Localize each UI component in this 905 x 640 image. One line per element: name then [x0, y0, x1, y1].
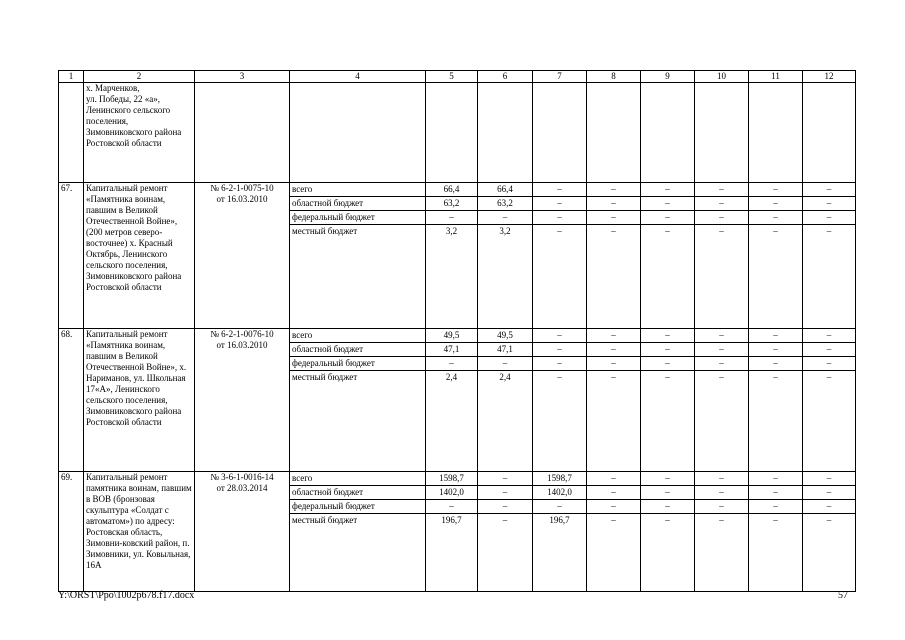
amount-cell: [749, 329, 803, 472]
amount-value: –: [719, 372, 724, 382]
funding-source-label: федеральный бюджет: [290, 357, 425, 371]
amount-value: 2,4: [445, 372, 458, 382]
amount-value: –: [641, 500, 694, 514]
funding-source-label: областной бюджет: [290, 197, 425, 211]
amount-value: –: [803, 357, 855, 371]
amount-value: –: [749, 472, 802, 486]
amount-value: 1402,0: [533, 486, 586, 500]
amount-value: –: [695, 343, 748, 357]
funding-sources: [290, 329, 426, 472]
amount-value: 49,5: [478, 329, 532, 343]
amount-value: –: [641, 211, 694, 225]
amount-value: –: [533, 211, 586, 225]
amount-value: –: [749, 357, 802, 371]
amount-value: –: [587, 357, 640, 371]
expertise-doc: № 3-6-1-0016-14 от 28.03.2014: [195, 472, 290, 592]
amount-value: –: [587, 343, 640, 357]
amount-value: –: [533, 343, 586, 357]
amount-cell: [803, 472, 856, 592]
empty-cell: [478, 83, 533, 183]
table-row: [59, 183, 856, 329]
amount-cell: [533, 472, 587, 592]
amount-value: –: [587, 472, 640, 486]
object-name: Капитальный ремонт «Памятника воинам, павшим в Великой Отечественной Войне», (200 метров северо-восточнее) х. Красный Октябрь, Ленинского сельского поселения, Зимовниковского района Ростовской области: [84, 183, 195, 329]
amount-value: –: [641, 329, 694, 343]
amount-value: –: [803, 211, 855, 225]
amount-value: –: [478, 500, 532, 514]
header-cell: 11: [749, 71, 803, 83]
funding-source-label: всего: [290, 183, 425, 197]
funding-source-label: областной бюджет: [290, 486, 425, 500]
funding-sources: [290, 472, 426, 592]
amount-cell: [749, 472, 803, 592]
amount-value: –: [749, 343, 802, 357]
amount-cell: [426, 329, 478, 472]
amount-value: –: [533, 183, 586, 197]
funding-source-label: местный бюджет: [292, 372, 358, 382]
amount-value: –: [826, 372, 832, 382]
amount-value: 49,5: [426, 329, 477, 343]
page-number: 57: [838, 590, 848, 601]
amount-value: –: [641, 343, 694, 357]
amount-value: –: [587, 197, 640, 211]
amount-value: –: [665, 226, 670, 236]
amount-value: –: [749, 486, 802, 500]
object-name: Капитальный ремонт памятника воинам, павшим в ВОВ (бронзовая скульптура «Солдат с автоматом») по адресу: Ростовская область, Зимовни-ковский район, п. Зимовники, ул. Ковыльная, 16А: [84, 472, 195, 592]
empty-cell: [749, 83, 803, 183]
amount-value: 1402,0: [426, 486, 477, 500]
amount-value: –: [773, 515, 778, 525]
amount-cell: [587, 472, 641, 592]
funding-source-label: местный бюджет: [292, 515, 358, 525]
amount-value: –: [773, 226, 778, 236]
amount-cell: [478, 183, 533, 329]
amount-value: –: [587, 329, 640, 343]
budget-table: [58, 70, 856, 592]
amount-value: –: [695, 472, 748, 486]
amount-value: –: [478, 357, 532, 371]
header-cell: 12: [803, 71, 856, 83]
header-cell: 8: [587, 71, 641, 83]
continuation-address: х. Марченков, ул. Победы, 22 «а», Ленинского сельского поселения, Зимовниковского района Ростовской области: [84, 83, 195, 183]
amount-value: –: [749, 183, 802, 197]
empty-cell: [587, 83, 641, 183]
amount-cell: [478, 472, 533, 592]
header-cell: 9: [641, 71, 695, 83]
amount-value: –: [557, 372, 562, 382]
amount-value: –: [587, 211, 640, 225]
amount-value: –: [533, 500, 586, 514]
amount-cell: [749, 183, 803, 329]
amount-value: –: [803, 500, 855, 514]
amount-value: 63,2: [478, 197, 532, 211]
amount-value: –: [695, 183, 748, 197]
header-cell: 6: [478, 71, 533, 83]
empty-cell: [695, 83, 749, 183]
amount-value: –: [587, 183, 640, 197]
amount-value: –: [533, 329, 586, 343]
header-cell: 5: [426, 71, 478, 83]
amount-value: –: [749, 329, 802, 343]
table-row: [59, 472, 856, 592]
amount-cell: [587, 183, 641, 329]
amount-value: –: [611, 226, 616, 236]
amount-value: –: [611, 372, 616, 382]
amount-cell: [695, 183, 749, 329]
amount-cell: [641, 329, 695, 472]
empty-cell: [59, 83, 84, 183]
amount-value: –: [478, 472, 532, 486]
amount-cell: [587, 329, 641, 472]
amount-cell: [803, 183, 856, 329]
amount-cell: [641, 183, 695, 329]
amount-cell: [533, 329, 587, 472]
amount-cell: [803, 329, 856, 472]
amount-value: –: [803, 343, 855, 357]
amount-value: –: [641, 197, 694, 211]
amount-value: –: [665, 372, 670, 382]
amount-value: –: [695, 329, 748, 343]
funding-source-label: всего: [290, 329, 425, 343]
amount-value: –: [426, 211, 477, 225]
amount-value: –: [773, 372, 778, 382]
header-cell: 10: [695, 71, 749, 83]
amount-value: 2,4: [499, 372, 511, 382]
table-body: [59, 183, 856, 592]
expertise-doc: № 6-2-1-0076-10 от 16.03.2010: [195, 329, 290, 472]
amount-value: –: [641, 357, 694, 371]
amount-value: –: [611, 515, 616, 525]
funding-source-label: федеральный бюджет: [290, 211, 425, 225]
amount-value: 66,4: [426, 183, 477, 197]
funding-source-label: местный бюджет: [292, 226, 358, 236]
amount-cell: [426, 183, 478, 329]
amount-value: –: [533, 197, 586, 211]
amount-value: 3,2: [445, 226, 458, 236]
amount-value: –: [695, 357, 748, 371]
amount-value: –: [426, 500, 477, 514]
amount-value: –: [719, 515, 724, 525]
empty-cell: [426, 83, 478, 183]
amount-value: –: [749, 500, 802, 514]
row-number: 67.: [59, 183, 84, 329]
amount-cell: [533, 183, 587, 329]
header-cell: 2: [84, 71, 195, 83]
amount-cell: [478, 329, 533, 472]
header-cell: 3: [195, 71, 290, 83]
empty-cell: [290, 83, 426, 183]
amount-value: –: [695, 197, 748, 211]
amount-value: –: [587, 500, 640, 514]
funding-source-label: федеральный бюджет: [290, 500, 425, 514]
funding-source-label: областной бюджет: [290, 343, 425, 357]
amount-value: –: [749, 197, 802, 211]
amount-value: –: [641, 472, 694, 486]
amount-value: –: [695, 500, 748, 514]
amount-value: 196,7: [549, 515, 570, 525]
amount-value: 47,1: [478, 343, 532, 357]
header-cell: 7: [533, 71, 587, 83]
continuation-row: [59, 83, 856, 183]
amount-value: 1598,7: [533, 472, 586, 486]
amount-cell: [695, 329, 749, 472]
amount-value: –: [502, 515, 508, 525]
amount-value: –: [665, 515, 670, 525]
object-name: Капитальный ремонт «Памятника воинам, павшим в Великой Отечественной Войне», х. Нариманов, ул. Школьная 17«А», Ленинского сельского поселения, Зимовниковского района Ростовской области: [84, 329, 195, 472]
empty-cell: [533, 83, 587, 183]
amount-cell: [641, 472, 695, 592]
amount-value: –: [426, 357, 477, 371]
funding-source-label: всего: [290, 472, 425, 486]
column-header-row: [59, 71, 856, 83]
amount-value: –: [478, 211, 532, 225]
amount-value: 47,1: [426, 343, 477, 357]
amount-value: 1598,7: [426, 472, 477, 486]
amount-value: 3,2: [499, 226, 511, 236]
table-row: [59, 329, 856, 472]
header-cell: 1: [59, 71, 84, 83]
amount-value: –: [587, 486, 640, 500]
amount-value: –: [719, 226, 724, 236]
amount-value: –: [803, 183, 855, 197]
amount-value: –: [695, 211, 748, 225]
expertise-doc: № 6-2-1-0075-10 от 16.03.2010: [195, 183, 290, 329]
amount-cell: [695, 472, 749, 592]
empty-cell: [641, 83, 695, 183]
amount-value: –: [478, 486, 532, 500]
amount-value: –: [826, 515, 832, 525]
amount-value: –: [533, 357, 586, 371]
amount-cell: [426, 472, 478, 592]
file-path: Y:\ORST\Ppo\1002p678.f17.docx: [58, 590, 195, 601]
empty-cell: [803, 83, 856, 183]
row-number: 69.: [59, 472, 84, 592]
amount-value: –: [803, 329, 855, 343]
amount-value: –: [803, 486, 855, 500]
amount-value: –: [826, 226, 832, 236]
amount-value: –: [641, 486, 694, 500]
amount-value: –: [749, 211, 802, 225]
amount-value: –: [695, 486, 748, 500]
amount-value: –: [803, 472, 855, 486]
amount-value: –: [557, 226, 562, 236]
amount-value: 66,4: [478, 183, 532, 197]
row-number: 68.: [59, 329, 84, 472]
header-cell: 4: [290, 71, 426, 83]
amount-value: –: [803, 197, 855, 211]
amount-value: –: [641, 183, 694, 197]
amount-value: 63,2: [426, 197, 477, 211]
funding-sources: [290, 183, 426, 329]
empty-cell: [195, 83, 290, 183]
amount-value: 196,7: [441, 515, 462, 525]
